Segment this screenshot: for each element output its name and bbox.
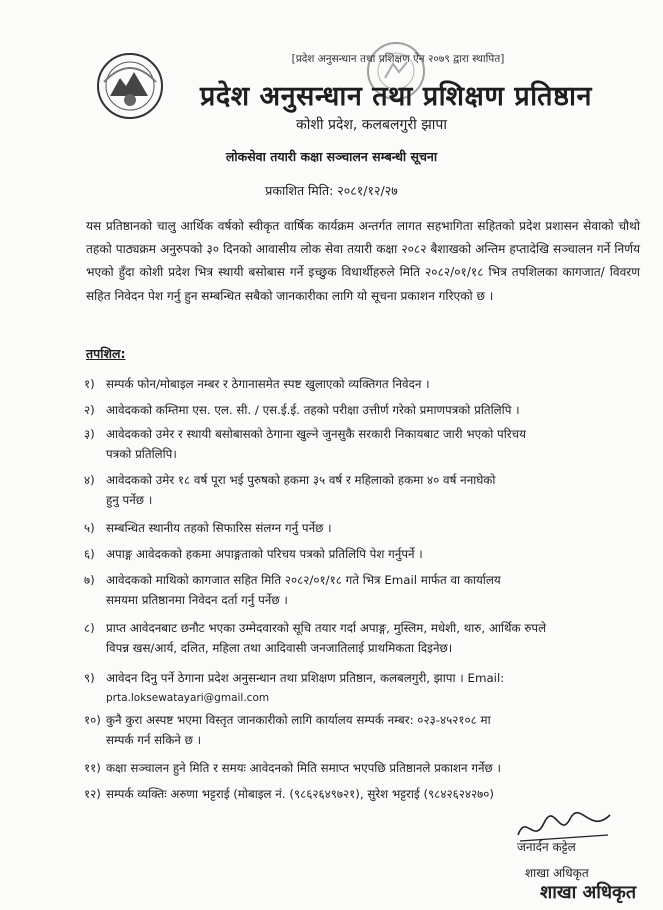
list-item: [84, 374, 649, 394]
item-text: आवेदकको उमेर र स्थायी बसोबासको ठेगाना खुल्ने जुनसुकै सरकारी निकायबाट जारी भएको परिचय: [106, 427, 526, 441]
item-number: ७): [84, 573, 95, 587]
item-text: आवेदकको माथिको कागजात सहित मिति २०८२/०१/१८ गते भित्र Email मार्फत वा कार्यालय: [106, 573, 501, 587]
item-number: १२): [84, 787, 101, 801]
item-text: अपाङ्ग आवेदकको हकमा अपाङ्गताको परिचय पत्रको प्रतिलिपि पेश गर्नुपर्ने ।: [106, 547, 423, 561]
item-number: ३): [84, 427, 95, 441]
item-number: १): [84, 377, 95, 391]
organization-address: कोशी प्रदेश, कलबलगुरी झापा: [296, 117, 447, 133]
item-text: सम्पर्क व्यक्तिः अरुणा भट्टराई (मोबाइल नं. (९८६२६४९७२१), सुरेश भट्टराई (९८४२६२४२७०): [106, 787, 494, 801]
item-text: प्राप्त आवेदनबाट छनौट भएका उम्मेदवारको सूचि तयार गर्दा अपाङ्ग, मुस्लिम, मधेशी, थारु, आर्थिक रुपले: [106, 621, 547, 635]
item-number: ५): [84, 521, 95, 535]
list-item: [84, 618, 649, 658]
establishment-note: [प्रदेश अनुसन्धान तथा प्रशिक्षण ऐन २०७९ द्वारा स्थापित]: [291, 53, 505, 65]
list-item: [84, 570, 649, 610]
list-item: [84, 518, 649, 538]
item-number: २): [84, 403, 95, 417]
item-text: कक्षा सञ्चालन हुने मिति र समयः आवेदनको मिति समाप्त भएपछि प्रतिष्ठानले प्रकाशन गर्नेछ ।: [106, 761, 502, 775]
organization-name: प्रदेश अनुसन्धान तथा प्रशिक्षण प्रतिष्ठान: [200, 81, 592, 112]
item-text: आवेदकको कम्तिमा एस. एल. सी. / एस.ई.ई. तहको परीक्षा उत्तीर्ण गरेको प्रमाणपत्रको प्रतिलिपि ।: [106, 403, 520, 417]
published-date: प्रकाशित मिति: २०८१/१२/२७: [265, 183, 398, 198]
item-text-continued: समयमा प्रतिष्ठानमा निवेदन दर्ता गर्नु पर्नेछ ।: [106, 593, 288, 607]
item-text-continued: सम्पर्क गर्न सकिने छ ।: [106, 733, 202, 747]
item-text-continued: हुनु पर्नेछ ।: [106, 493, 153, 507]
list-item: [84, 470, 649, 510]
notice-title: लोकसेवा तयारी कक्षा सञ्चालन सम्बन्धी सूचना: [225, 149, 438, 164]
item-number: १०): [84, 713, 101, 727]
item-text-continued: विपन्न खस/आर्य, दलित, महिला तथा आदिवासी जनजातिलाई प्राथमिकता दिइनेछ।: [106, 641, 453, 655]
list-item: [84, 758, 649, 778]
list-item: [84, 784, 649, 804]
list-item: [84, 400, 649, 420]
signatory-name: जनार्दन कट्टेल: [517, 840, 576, 854]
list-item: [84, 668, 649, 708]
list-item: [84, 544, 649, 564]
list-item: [84, 710, 649, 750]
province-emblem-logo: [96, 52, 164, 120]
details-heading: तपशिल:: [86, 346, 126, 361]
item-number: ८): [84, 621, 95, 635]
item-number: ४): [84, 473, 95, 487]
designation-stamp: शाखा अधिकृत: [540, 882, 637, 903]
item-text: आवेदन दिनु पर्ने ठेगाना प्रदेश अनुसन्धान तथा प्रशिक्षण प्रतिष्ठान, कलबलगुरी, झापा । Email:: [106, 671, 505, 685]
signatory-designation: शाखा अधिकृत: [525, 866, 589, 880]
list-item: [84, 424, 649, 464]
item-number: ६): [84, 547, 95, 561]
notice-intro-paragraph: यस प्रतिष्ठानको चालु आर्थिक वर्षको स्वीकृत वार्षिक कार्यक्रम अन्तर्गत लागत सहभागिता सहितको प्रदेश प्रशासन सेवाको चौथो तहको पाठ्यक्रम अनुरुपको ३० दिनको आवासीय लोक सेवा तयारी कक्षा २०८२ बैशाखको अन्तिम हप्तादेखि सञ्चालन गर्ने निर्णय भएको हुँदा कोशी प्रदेश भित्र स्थायी बसोबास गर्ने इच्छुक विधार्थीहरुले मिति २०८२/०१/१८ भित्र तपशिलका कागजात/ विवरण सहित निवेदन पेश गर्नु हुन सम्बन्धित सबैको जानकारीका लागि यो सूचना प्रकाशन गरिएको छ ।: [86, 219, 640, 303]
item-number: ११): [84, 761, 101, 775]
item-text-continued: पत्रको प्रतिलिपि।: [106, 447, 177, 461]
contact-email: prta.loksewatayari@gmail.com: [106, 692, 270, 704]
item-text: आवेदकको उमेर १८ वर्ष पूरा भई पुरुषको हकमा ३५ वर्ष र महिलाको हकमा ४० वर्ष ननाघेको: [106, 473, 496, 487]
item-number: ९): [84, 671, 95, 685]
item-text: सम्बन्धित स्थानीय तहको सिफारिस संलग्न गर्नु पर्नेछ ।: [106, 521, 332, 535]
item-text: सम्पर्क फोन/मोबाइल नम्बर र ठेगानासमेत स्पष्ट खुलाएको व्यक्तिगत निवेदन ।: [106, 377, 430, 391]
item-text: कुनै कुरा अस्पष्ट भएमा विस्तृत जानकारीको लागि कार्यालय सम्पर्क नम्बर: ०२३-४५२१०८ मा: [106, 713, 491, 727]
